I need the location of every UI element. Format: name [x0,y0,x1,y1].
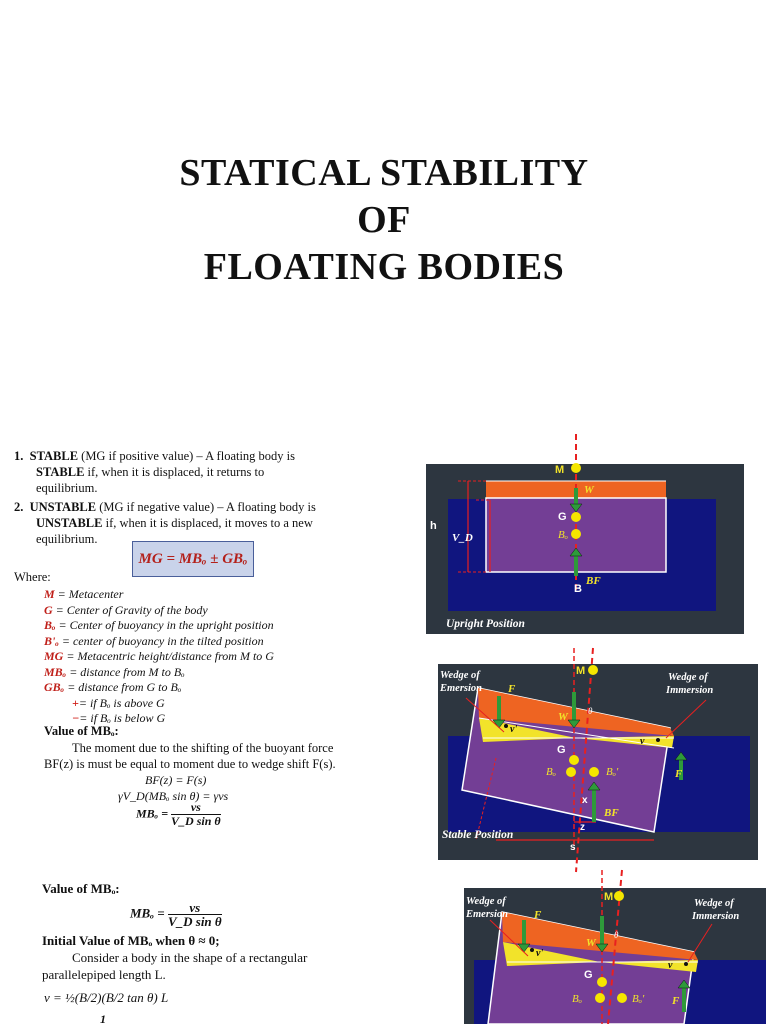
svg-text:F: F [675,768,683,780]
svg-text:v: v [640,736,645,747]
caption-upright: Upright Position [446,618,525,630]
svg-text:Bₒ: Bₒ [572,993,582,1005]
moment-text-line-1: The moment due to the shifting of the buoyant force [72,741,334,755]
value-of-mbo-heading-1: Value of MBₒ: [44,724,119,738]
definition-symbol: B'ₒ [44,633,59,648]
svg-text:z: z [580,822,585,833]
svg-text:M: M [604,891,614,903]
title-line-2: OF [357,199,411,241]
moment-text-line-2: BF(z) is must be equal to moment due to wedge shift F(s). [44,757,336,771]
where-label: Where: [14,570,51,584]
definition-row [44,649,274,665]
definition-symbol: Bₒ [44,618,56,632]
svg-text:Bₒ': Bₒ' [606,766,619,778]
definition-row [44,618,274,634]
svg-text:W: W [586,937,596,949]
caption-stable: Stable Position [442,829,514,841]
definition-symbol: MG [44,649,64,663]
definition-text: = distance from M to Bₒ [66,664,185,679]
sign-text: = if Bₒ is below G [79,711,166,725]
definition-row [44,603,208,619]
stable-position-diagram [436,640,768,880]
point-m [571,463,581,473]
svg-text:Wedge ofImmersion: Wedge of Immersion [692,898,740,922]
definition-text: = Metacenter [54,587,124,601]
consider-line-1: Consider a body in the shape of a rectangular [72,950,308,965]
label-immersion: Wedge of Immersion [666,672,714,696]
svg-text:W: W [558,711,568,723]
svg-text:v': v' [510,724,518,735]
definition-symbol: MBₒ [44,664,67,679]
label-b: B [574,583,582,595]
svg-text:G: G [557,744,566,756]
equation-bf-z: BF(z) = F(s) [145,773,207,787]
point-g [571,512,581,522]
list-item-unstable-line2: UNSTABLE if, when it is displaced, it moves to a new [36,516,313,530]
equation-wedge-volume: v = ½(B/2)(B/2 tan θ) L [44,990,169,1005]
svg-text:θ: θ [614,930,619,940]
svg-text:Bₒ': Bₒ' [632,993,645,1005]
definition-row [44,680,181,696]
initial-value-heading: Initial Value of MBₒ when θ ≈ 0; [42,933,220,948]
label-emersion: Wedge of Emersion [440,670,483,694]
metacentric-formula-box: MG = MBₒ ± GBₒ [132,541,254,577]
svg-text:v: v [668,960,673,971]
sign-text: = if Bₒ is above G [78,695,165,710]
sign-row [72,696,165,712]
upright-position-diagram [424,430,768,640]
sign-symbol: − [72,711,80,725]
label-h: h [430,520,437,532]
label-g: G [558,511,567,523]
value-of-mbo-heading-2: Value of MBₒ: [42,881,120,896]
svg-text:F: F [672,995,680,1007]
definition-text: = Center of Gravity of the body [52,602,208,617]
svg-text:v': v' [536,948,544,959]
svg-text:F: F [534,909,542,921]
title-line-3: FLOATING BODIES [203,246,565,288]
definition-symbol: GBₒ [44,680,65,694]
svg-text:BF: BF [604,807,619,819]
definition-text: = Metacentric height/distance from M to G [63,649,274,663]
definition-text: = Center of buoyancy in the upright position [55,618,274,632]
svg-text:Wedge ofEmersion: Wedge of Emersion [466,896,509,920]
svg-text:M: M [576,665,586,677]
label-vd: V_D [452,532,473,544]
definition-row [44,665,185,681]
svg-text:x: x [582,795,588,806]
svg-text:F: F [508,683,516,695]
list-item-stable-line3: equilibrium. [36,481,98,495]
svg-text:θ: θ [588,706,593,716]
definition-text: = distance from G to Bₒ [64,680,182,694]
svg-text:Bₒ: Bₒ [546,766,556,778]
label-bf: BF [586,575,601,587]
svg-text:s: s [570,842,576,853]
definition-row [44,587,123,603]
equation-mbo-1: MBₒ = $\frac{vs}{\text{V\_D sin θ}}$ [136,800,221,828]
list-item-unstable: 2. UNSTABLE (MG if negative value) – A floating body is [14,500,316,514]
definition-symbol: G [44,602,53,617]
definition-row [44,634,264,650]
label-w: W [584,484,594,496]
equation-mbo-2: MBₒ = $\frac{vs}{\text{V\_D sin θ}}$ [130,900,222,929]
svg-text:G: G [584,969,593,981]
equation-moment: γV_D(MBₒ sin θ) = γvs [118,789,229,803]
title-line-1: STATICAL STABILITY [179,152,589,194]
label-bo: Bₒ [558,529,568,541]
sign-symbol: + [72,695,79,710]
point-bo [571,529,581,539]
label-m: M [555,464,565,476]
list-item-stable-line2: STABLE if, when it is displaced, it returns to [36,465,265,479]
list-item-unstable-line3: equilibrium. [36,532,98,546]
consider-line-2: parallelepiped length L. [42,967,166,982]
page-title [0,150,768,291]
list-item-stable: 1. STABLE (MG if positive value) – A floating body is [14,449,296,463]
tilted-position-diagram [462,862,768,1024]
definition-text: = center of buoyancy in the tilted position [58,633,264,648]
equation-fragment: 1 [100,1012,106,1026]
definition-symbol: M [44,587,55,601]
